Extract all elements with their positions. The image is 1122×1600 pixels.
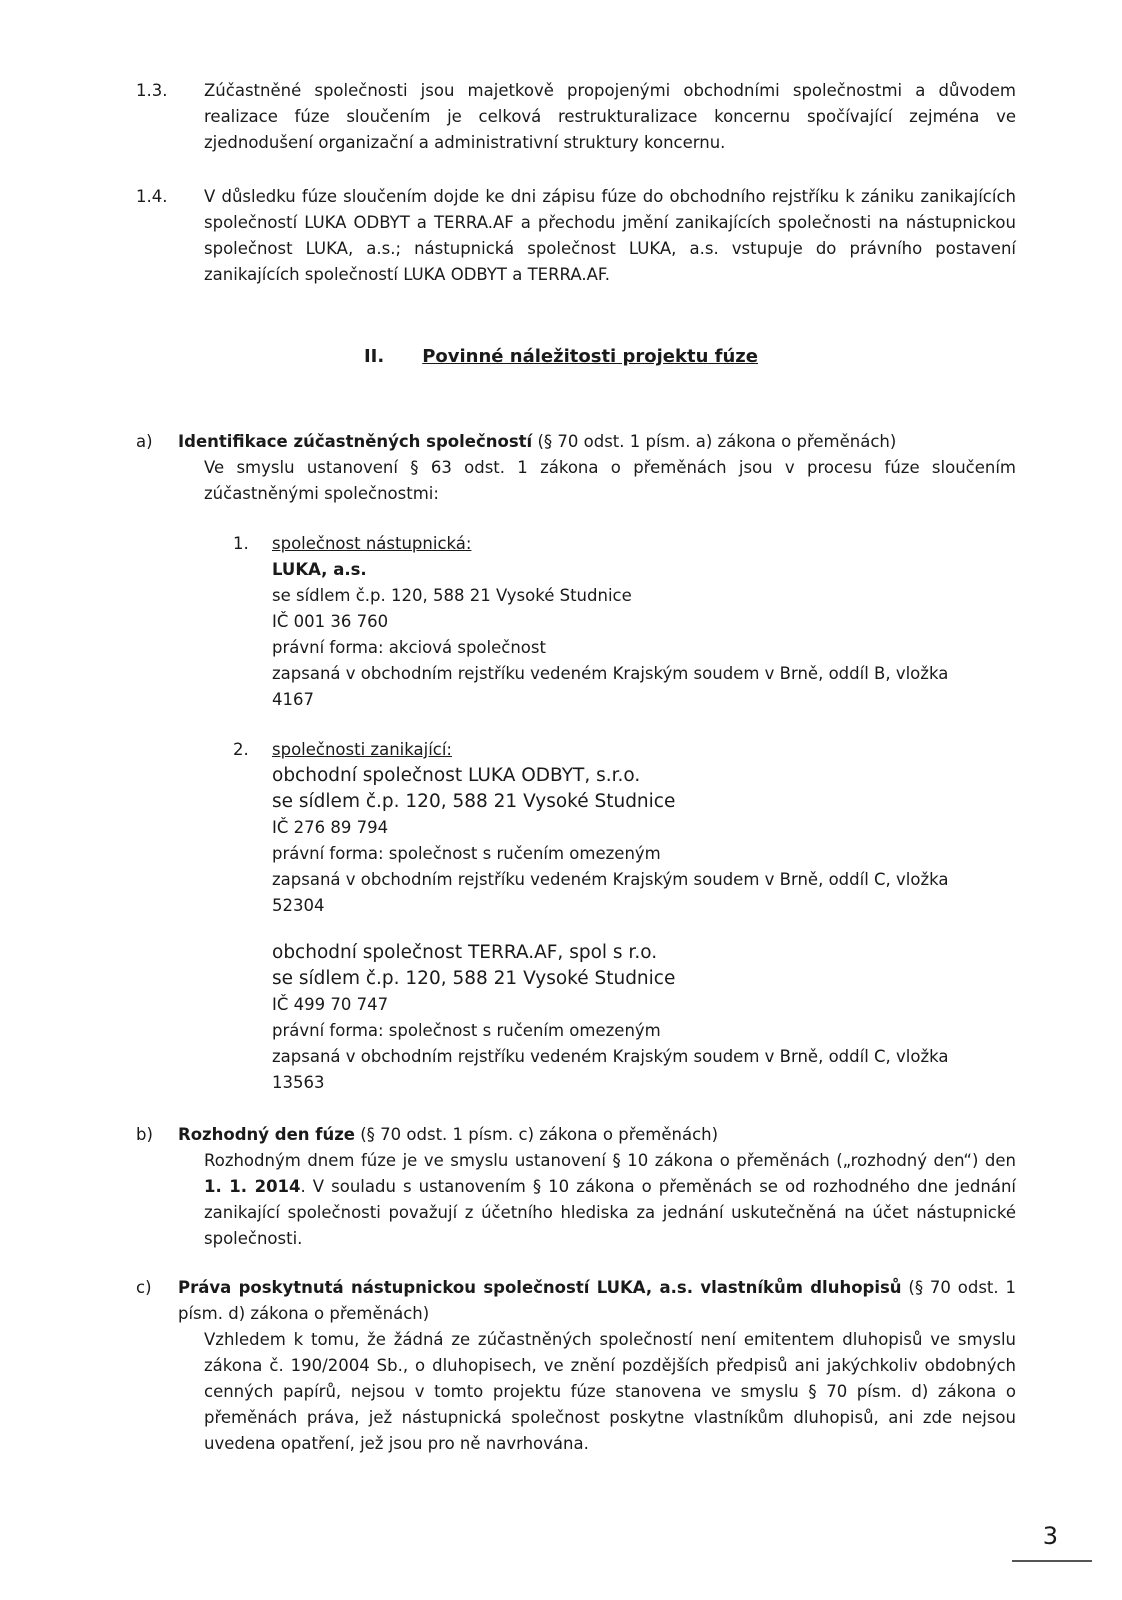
item-number: 2.	[233, 740, 249, 759]
paragraph-text: V důsledku fúze sloučením dojde ke dni zápisu fúze do obchodního rejstříku k zániku zanikajících společností LUKA ODBYT a TERRA.AF a přechodu jmění zanikajících společnosti na nástupnickou společnost LUKA, a.s.; nástupnická společnost LUKA, a.s. vstupuje do právního postavení zanikajících společností LUKA ODBYT a TERRA.AF.	[204, 187, 1016, 284]
company-seat: se sídlem č.p. 120, 588 21 Vysoké Studnice	[272, 791, 676, 812]
paragraph-1-4	[136, 184, 1016, 288]
company-seat: se sídlem č.p. 120, 588 21 Vysoké Studnice	[272, 586, 632, 605]
paragraph-number: 1.3.	[136, 81, 168, 100]
company-seat: se sídlem č.p. 120, 588 21 Vysoké Studnice	[272, 968, 676, 989]
section-a	[136, 429, 1016, 507]
company-register-number: 4167	[272, 690, 314, 709]
section-title-bold: Identifikace zúčastněných společností	[178, 432, 533, 451]
section-title	[178, 429, 1016, 455]
item-number: 1.	[233, 534, 249, 553]
section-c	[136, 1275, 1016, 1457]
decisive-date: 1. 1. 2014	[204, 1177, 301, 1196]
section-body: Vzhledem k tomu, že žádná ze zúčastněných společností není emitentem dluhopisů ve smyslu zákona č. 190/2004 Sb., o dluhopisech, ve znění pozdějších předpisů ani jakýchkoliv obdobných cenných papírů, nejsou v tomto projektu fúze stanovena ve smyslu § 70 písm. d) zákona o přeměnách práva, jež nástupnická společnost poskytne vlastníkům dluhopisů, ani zde nejsou uvedena opatření, jež jsou pro ně navrhována.	[204, 1330, 1016, 1453]
section-title	[178, 1275, 1016, 1327]
company-register: zapsaná v obchodním rejstříku vedeném Krajským soudem v Brně, oddíl C, vložka	[272, 1047, 949, 1066]
dissolving-company-1	[272, 763, 1016, 919]
section-body-part: Rozhodným dnem fúze je ve smyslu ustanovení § 10 zákona o přeměnách („rozhodný den“) den	[204, 1151, 1016, 1170]
company-name: obchodní společnost TERRA.AF, spol s r.o.	[272, 942, 658, 963]
section-body-part: . V souladu s ustanovením § 10 zákona o přeměnách se od rozhodného dne jednání zanikající společnosti považují z účetního hlediska za jednání uskutečněná na účet nástupnické společnosti.	[204, 1177, 1016, 1248]
page-number-rule	[1012, 1560, 1092, 1562]
company-name: LUKA, a.s.	[272, 560, 367, 579]
company-register: zapsaná v obchodním rejstříku vedeném Krajským soudem v Brně, oddíl C, vložka	[272, 870, 949, 889]
item-label: společnosti zanikající:	[272, 740, 452, 759]
page-number: 3	[1042, 1522, 1058, 1550]
company-register-number: 52304	[272, 896, 325, 915]
section-letter: a)	[136, 432, 153, 451]
section-body: Ve smyslu ustanovení § 63 odst. 1 zákona o přeměnách jsou v procesu fúze sloučením zúčastněnými společnostmi:	[204, 458, 1016, 503]
section-title-bold: Práva poskytnutá nástupnickou společností LUKA, a.s. vlastníkům dluhopisů	[178, 1278, 902, 1297]
section-title-bold: Rozhodný den fúze	[178, 1125, 355, 1144]
company-name: obchodní společnost LUKA ODBYT, s.r.o.	[272, 765, 641, 786]
item-label: společnost nástupnická:	[272, 534, 472, 553]
section-title-rest: (§ 70 odst. 1 písm. c) zákona o přeměnách)	[355, 1125, 719, 1144]
company-register-number: 13563	[272, 1073, 325, 1092]
section-title-rest: (§ 70 odst. 1 písm. a) zákona o přeměnách)	[532, 432, 897, 451]
successor-company	[233, 531, 1016, 713]
company-legal-form: právní forma: společnost s ručením omezeným	[272, 844, 661, 863]
dissolving-companies	[233, 737, 1016, 919]
paragraph-1-3	[136, 78, 1016, 156]
paragraph-number: 1.4.	[136, 187, 168, 206]
company-id: IČ 001 36 760	[272, 612, 389, 631]
dissolving-company-2	[233, 940, 1016, 1096]
section-b	[136, 1122, 1016, 1252]
company-legal-form: právní forma: akciová společnost	[272, 638, 546, 657]
company-legal-form: právní forma: společnost s ručením omezeným	[272, 1021, 661, 1040]
section-title	[178, 1122, 1016, 1148]
section-letter: b)	[136, 1125, 153, 1144]
company-id: IČ 499 70 747	[272, 995, 389, 1014]
section-title-rest: (§ 70 odst. 1 písm. d) zákona o přeměnách)	[178, 1278, 1016, 1323]
section-body	[204, 1148, 1016, 1252]
heading-roman-numeral: II.	[363, 346, 385, 367]
company-register: zapsaná v obchodním rejstříku vedeném Krajským soudem v Brně, oddíl B, vložka	[272, 664, 949, 683]
heading-title: Povinné náležitosti projektu fúze	[422, 346, 758, 367]
section-letter: c)	[136, 1278, 152, 1297]
paragraph-text: Zúčastněné společnosti jsou majetkově propojenými obchodními společnostmi a důvodem realizace fúze sloučením je celková restrukturalizace koncernu spočívající zejména ve zjednodušení organizační a administrativní struktury koncernu.	[204, 81, 1016, 152]
section-heading	[0, 344, 1122, 370]
company-id: IČ 276 89 794	[272, 818, 389, 837]
